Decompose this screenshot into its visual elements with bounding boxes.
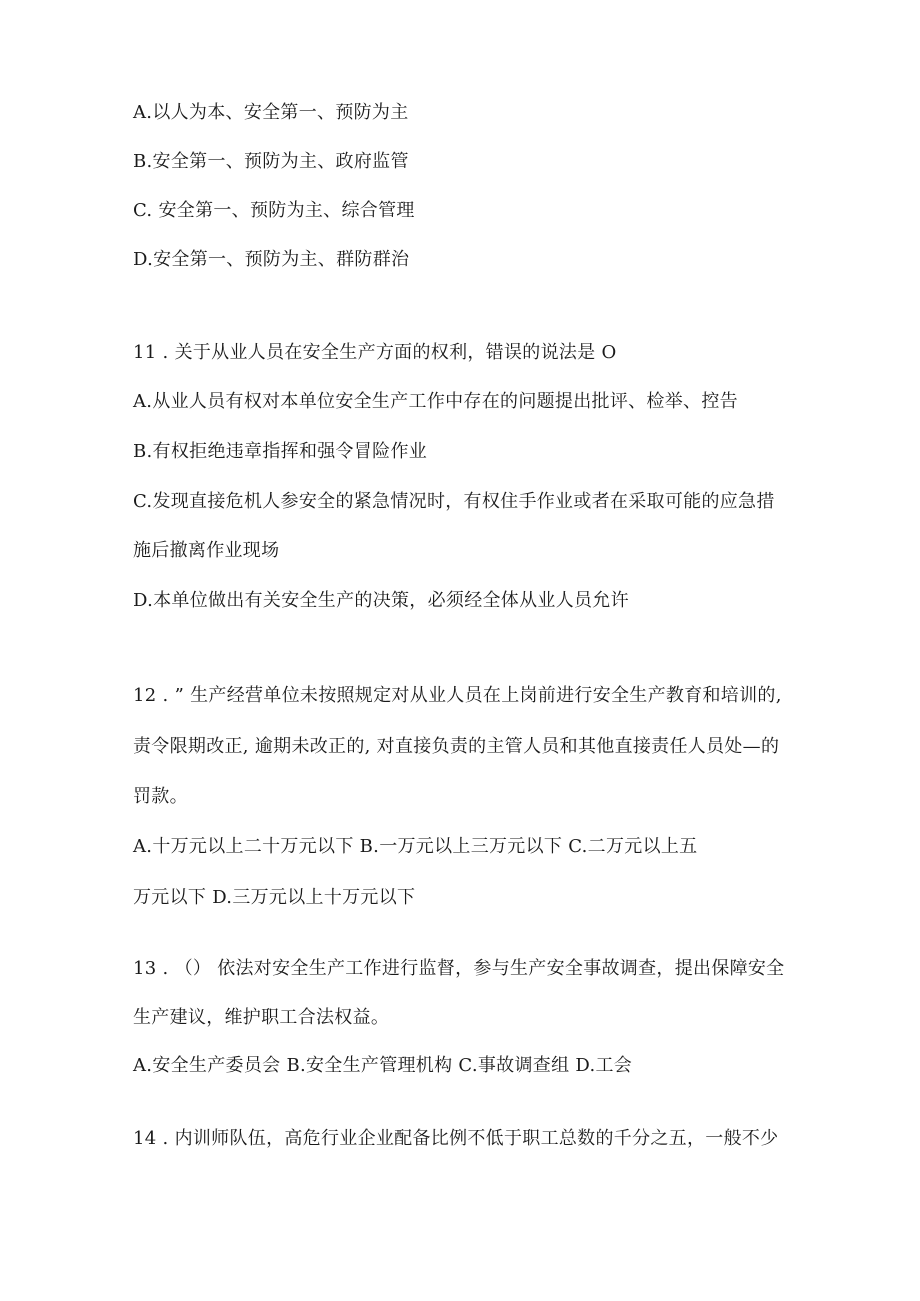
- q11-option-a: A.从业人员有权对本单位安全生产工作中存在的问题提出批评、检举、控告: [133, 391, 738, 412]
- q14-stem-line-1: 14 . 内训师队伍，高危行业企业配备比例不低于职工总数的千分之五，一般不少: [133, 1128, 779, 1149]
- q13-options: A.安全生产委员会 B.安全生产管理机构 C.事故调查组 D.工会: [133, 1055, 633, 1076]
- q13-stem-line-2: 生产建议，维护职工合法权益。: [133, 1007, 390, 1028]
- q11-option-c-cont: 施后撤离作业现场: [133, 540, 280, 561]
- q10-option-c: C. 安全第一、预防为主、综合管理: [133, 200, 415, 221]
- q11-stem: 11 . 关于从业人员在安全生产方面的权利，错误的说法是 O: [133, 342, 617, 363]
- q10-option-d: D.安全第一、预防为主、群防群治: [133, 249, 410, 270]
- q11-option-c: C.发现直接危机人参安全的紧急情况时，有权住手作业或者在采取可能的应急措: [133, 491, 775, 512]
- q10-option-a: A.以人为本、安全第一、预防为主: [133, 102, 409, 123]
- q11-option-b: B.有权拒绝违章指挥和强令冒险作业: [133, 441, 428, 462]
- q11-option-d: D.本单位做出有关安全生产的决策，必须经全体从业人员允许: [133, 590, 629, 611]
- q13-stem-line-1: 13 . （） 依法对安全生产工作进行监督，参与生产安全事故调查，提出保障安全: [133, 958, 785, 979]
- q12-stem-line-1: 12 . ” 生产经营单位未按照规定对从业人员在上岗前进行安全生产教育和培训的,: [133, 685, 782, 706]
- q12-stem-line-3: 罚款。: [133, 786, 188, 807]
- q10-option-b: B.安全第一、预防为主、政府监管: [133, 151, 409, 172]
- q12-stem-line-2: 责令限期改正, 逾期未改正的, 对直接负责的主管人员和其他直接责任人员处—的: [133, 736, 780, 757]
- q12-options-line-2: 万元以下 D.三万元以上十万元以下: [133, 887, 416, 908]
- q12-options-line-1: A.十万元以上二十万元以下 B.一万元以上三万元以下 C.二万元以上五: [133, 836, 698, 857]
